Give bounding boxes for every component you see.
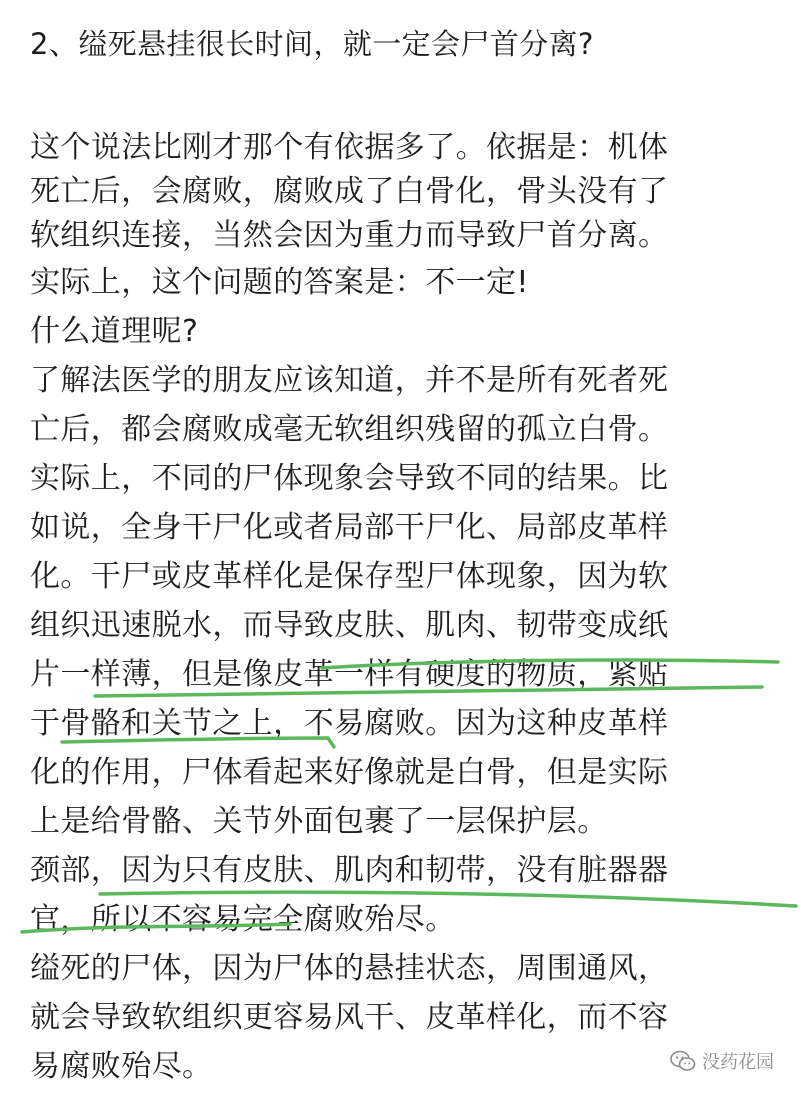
text-line: 于骨骼和关节之上，不易腐败。因为这种皮革样 (30, 706, 669, 741)
text-line: 颈部，因为只有皮肤、肌肉和韧带，没有脏器器 (30, 853, 669, 888)
text-line: 死亡后，会腐败，腐败成了白骨化，骨头没有了 (30, 174, 669, 209)
text-line: 软组织连接，当然会因为重力而导致尸首分离。 (30, 218, 669, 253)
text-line: 官，所以不容易完全腐败殆尽。 (30, 902, 456, 937)
text-line: 化。干尸或皮革样化是保存型尸体现象，因为软 (30, 559, 669, 594)
text-line: 亡后，都会腐败成毫无软组织残留的孤立白骨。 (30, 412, 669, 447)
text-line: 这个说法比刚才那个有依据多了。依据是：机体 (30, 130, 669, 165)
text-line: 易腐败殆尽。 (30, 1049, 213, 1084)
text-line: 缢死的尸体，因为尸体的悬挂状态，周围通风， (30, 951, 669, 986)
heading: 2、缢死悬挂很长时间，就一定会尸首分离? (30, 27, 594, 61)
watermark-text: 没药花园 (702, 1052, 774, 1073)
wechat-icon (670, 1050, 696, 1072)
text-line: 上是给骨骼、关节外面包裹了一层保护层。 (30, 804, 608, 839)
text-line: 了解法医学的朋友应该知道，并不是所有死者死 (30, 363, 669, 398)
text-line: 什么道理呢? (30, 314, 199, 349)
text-line: 就会导致软组织更容易风干、皮革样化，而不容 (30, 1000, 669, 1035)
text-line: 实际上，不同的尸体现象会导致不同的结果。比 (30, 461, 669, 496)
text-line: 实际上，这个问题的答案是：不一定! (30, 265, 529, 300)
watermark (670, 1048, 774, 1074)
text-line: 片一样薄，但是像皮革一样有硬度的物质，紧贴 (30, 657, 669, 692)
text-line: 如说，全身干尸化或者局部干尸化、局部皮革样 (30, 510, 669, 545)
text-line: 组织迅速脱水，而导致皮肤、肌肉、韧带变成纸 (30, 608, 669, 643)
text-line: 化的作用，尸体看起来好像就是白骨，但是实际 (30, 755, 669, 790)
